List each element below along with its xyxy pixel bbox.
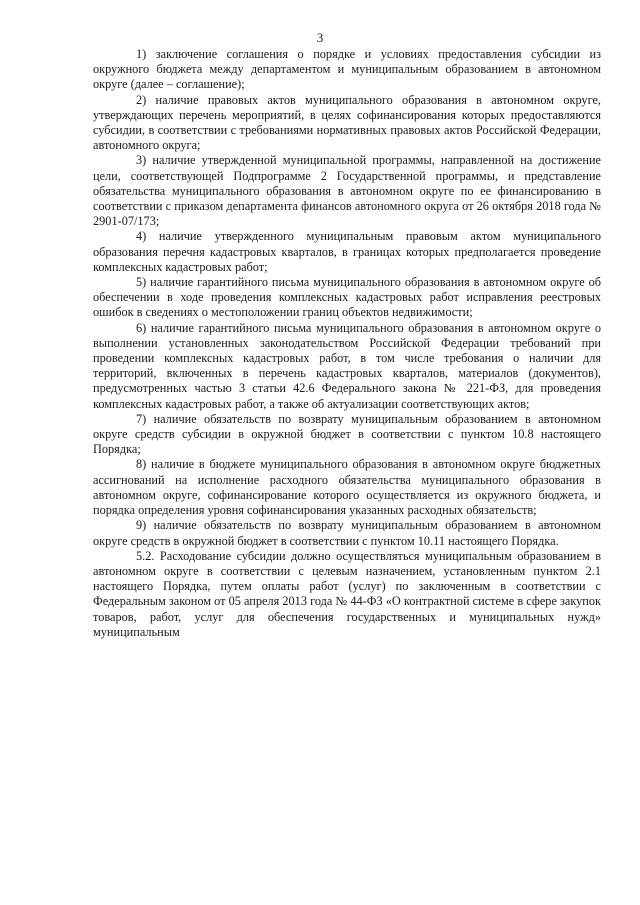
paragraph-7: 7) наличие обязательств по возврату муниципальным образованием в автономном округе средств субсидии в окружной бюджет в соответствии с пунктом 10.8 настоящего Порядка; xyxy=(93,411,601,457)
page-number: 3 xyxy=(316,30,324,45)
paragraph-2: 2) наличие правовых актов муниципального образования в автономном округе, утверждающих перечень мероприятий, в целях софинансирования которых предоставляются субсидии, в соответствии с требованиями нормативных правовых актов Российской Федерации, автономного округа; xyxy=(93,92,601,153)
paragraph-5: 5) наличие гарантийного письма муниципального образования в автономном округе об обеспечении в ходе проведения комплексных кадастровых работ исправления реестровых ошибок в сведениях о местоположении границ объектов недвижимости; xyxy=(93,275,601,320)
paragraph-5-2: 5.2. Расходование субсидии должно осуществляться муниципальным образованием в автономном округе в соответствии с целевым назначением, установленным пунктом 2.1 настоящего Порядка, путем оплаты работ (услуг) по заключенным в соответствии с Федеральным законом от 05 апреля 2013 года № 44-ФЗ «О контрактной системе в сфере закупок товаров, работ, услуг для обеспечения государственных и муниципальных нужд» муниципальным xyxy=(93,548,601,639)
paragraph-4: 4) наличие утвержденного муниципальным правовым актом муниципального образования перечня кадастровых кварталов, в границах которых предполагается проведение комплексных кадастровых работ; xyxy=(93,229,601,274)
paragraph-8: 8) наличие в бюджете муниципального образования в автономном округе бюджетных ассигнований на исполнение расходного обязательства муниципального образования в автономном округе, софинансирование которого осуществляется из окружного бюджета, и порядка определения уровня софинансирования указанных расходных обязательств; xyxy=(93,457,601,518)
paragraph-1: 1) заключение соглашения о порядке и условиях предоставления субсидии из окружного бюджета между департаментом и муниципальным образованием в автономном округе (далее – соглашение); xyxy=(93,47,601,92)
paragraph-6: 6) наличие гарантийного письма муниципального образования в автономном округе о выполнении установленных законодательством Российской Федерации требований при проведении комплексных кадастровых работ, в том числе требования о наличии для территорий, включенных в перечень кадастровых кварталов, материалов (документов), предусмотренных частью 3 статьи 42.6 Федерального закона № 221-ФЗ, для проведения комплексных кадастровых работ, а также об актуализации соответствующих актов; xyxy=(93,320,601,411)
paragraph-3: 3) наличие утвержденной муниципальной программы, направленной на достижение цели, соответствующей Подпрограмме 2 Государственной программы, и представление обязательства муниципального образования в автономном округе по ее финансированию в соответствии с приказом департамента финансов автономного округа от 26 октября 2018 года № 2901-07/173; xyxy=(93,153,601,229)
document-body xyxy=(93,47,601,640)
paragraph-9: 9) наличие обязательств по возврату муниципальным образованием в автономном округе средств в окружной бюджет в соответствии с пунктом 10.11 настоящего Порядка. xyxy=(93,518,601,548)
